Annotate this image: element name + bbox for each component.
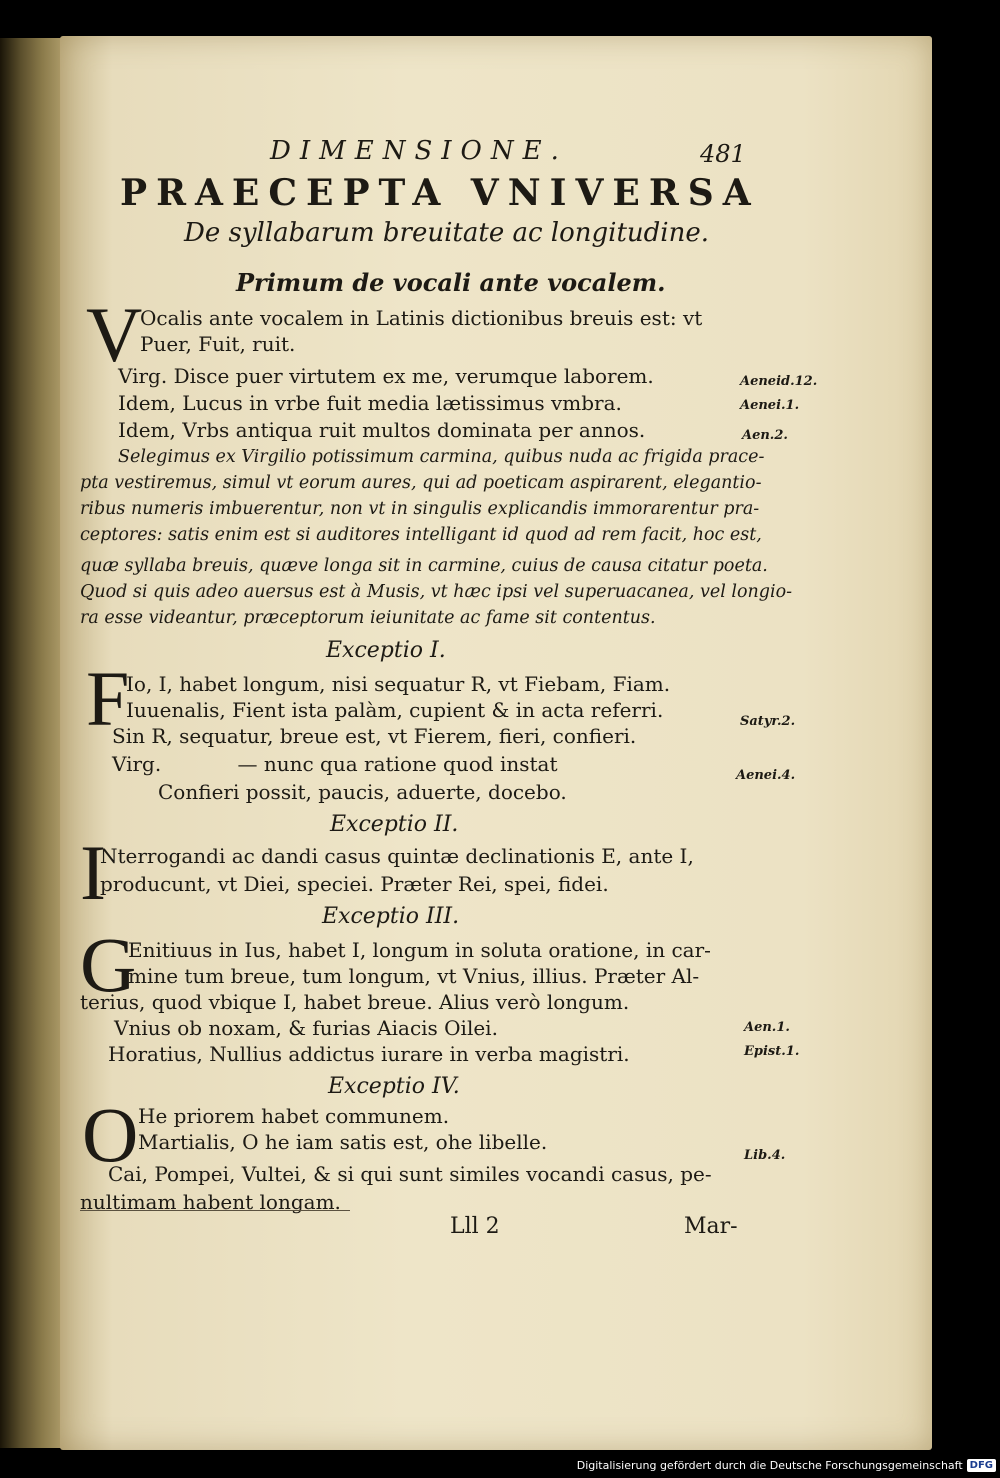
section-heading: Primum de vocali ante vocalem. [236,268,666,297]
text-line: Martialis, O he iam satis est, ohe libelle. [138,1130,548,1154]
margin-note: Lib.4. [744,1148,786,1163]
text-line: Horatius, Nullius addictus iurare in verba magistri. [108,1042,630,1066]
text-line: Virg. — nunc qua ratione quod instat [112,752,558,776]
drop-cap: V [86,291,143,378]
exception-heading: Exceptio III. [322,904,460,929]
page-subtitle: De syllabarum breuitate ac longitudine. [184,218,710,248]
margin-note: Aenei.1. [740,398,800,413]
text-line: Iuuenalis, Fient ista palàm, cupient & in acta referri. [126,698,664,722]
running-head: DIMENSIONE. [270,136,568,166]
margin-note: Aenei.4. [736,768,796,783]
text-line: mine tum breue, tum longum, vt Vnius, illius. Præter Al- [128,964,700,988]
text-line: Idem, Vrbs antiqua ruit multos dominata per annos. [118,418,646,442]
margin-note: Satyr.2. [740,714,796,729]
commentary-line: ra esse videantur, præceptorum ieiunitate ac fame sit contentus. [80,608,656,628]
text-line: Nterrogandi ac dandi casus quintæ declinationis E, ante I, [100,844,694,868]
commentary-line: ceptores: satis enim est si auditores intelligant id quod ad rem facit, hoc est, [80,525,762,545]
text-line: Enitiuus in Ius, habet I, longum in soluta oratione, in car- [128,938,711,962]
margin-note: Aen.1. [744,1020,790,1035]
commentary-line: quæ syllaba breuis, quæve longa sit in carmine, cuius de causa citatur poeta. [80,556,768,576]
page-number: 481 [700,140,746,168]
text-line: producunt, vt Diei, speciei. Præter Rei, spei, fidei. [100,872,609,896]
margin-note: Aen.2. [742,428,788,443]
credit-text: Digitalisierung gefördert durch die Deutsche Forschungsgemeinschaft [576,1458,963,1472]
commentary-line: Quod si quis adeo auersus est à Musis, vt hæc ipsi vel superuacanea, vel longio- [80,582,793,602]
text-line: Virg. Disce puer virtutem ex me, verumque laborem. [118,364,654,388]
text-line: He priorem habet communem. [138,1104,450,1128]
drop-cap: F [86,655,130,742]
text-line: Io, I, habet longum, nisi sequatur R, vt Fiebam, Fiam. [126,672,671,696]
commentary-line: Selegimus ex Virgilio potissimum carmina, quibus nuda ac frigida prace- [118,447,765,467]
footer-rule [80,1210,350,1211]
drop-cap: G [80,921,137,1008]
exception-heading: Exceptio I. [326,638,446,663]
text-line: Ocalis ante vocalem in Latinis dictionibus breuis est: vt [140,306,703,330]
text-line: Vnius ob noxam, & furias Aiacis Oilei. [114,1016,498,1040]
text-line: nultimam habent longam. [80,1190,341,1214]
signature-mark: Lll 2 [450,1214,500,1239]
drop-cap: I [80,829,106,916]
margin-note: Epist.1. [744,1044,800,1059]
margin-note: Aeneid.12. [740,374,818,389]
digitization-credit [577,1456,996,1474]
commentary-line: ribus numeris imbuerentur, non vt in singulis explicandis immorarentur pra- [80,499,760,519]
text-line: Sin R, sequatur, breue est, vt Fierem, fieri, confieri. [112,724,637,748]
commentary-line: pta vestiremus, simul vt eorum aures, qui ad poeticam aspirarent, elegantio- [80,473,762,493]
exception-heading: Exceptio IV. [328,1074,460,1099]
page-title: PRAECEPTA VNIVERSA [120,172,760,214]
text-line: terius, quod vbique I, habet breue. Alius verò longum. [80,990,630,1014]
text-line: Puer, Fuit, ruit. [140,332,296,356]
catchword: Mar- [684,1214,738,1239]
text-line: Confieri possit, paucis, aduerte, docebo. [158,780,567,804]
text-line: Idem, Lucus in vrbe fuit media lætissimus vmbra. [118,391,622,415]
drop-cap: O [82,1091,139,1178]
dfg-logo-icon: DFG [967,1459,996,1472]
text-line: Cai, Pompei, Vultei, & si qui sunt similes vocandi casus, pe- [108,1162,712,1186]
exception-heading: Exceptio II. [330,812,459,837]
